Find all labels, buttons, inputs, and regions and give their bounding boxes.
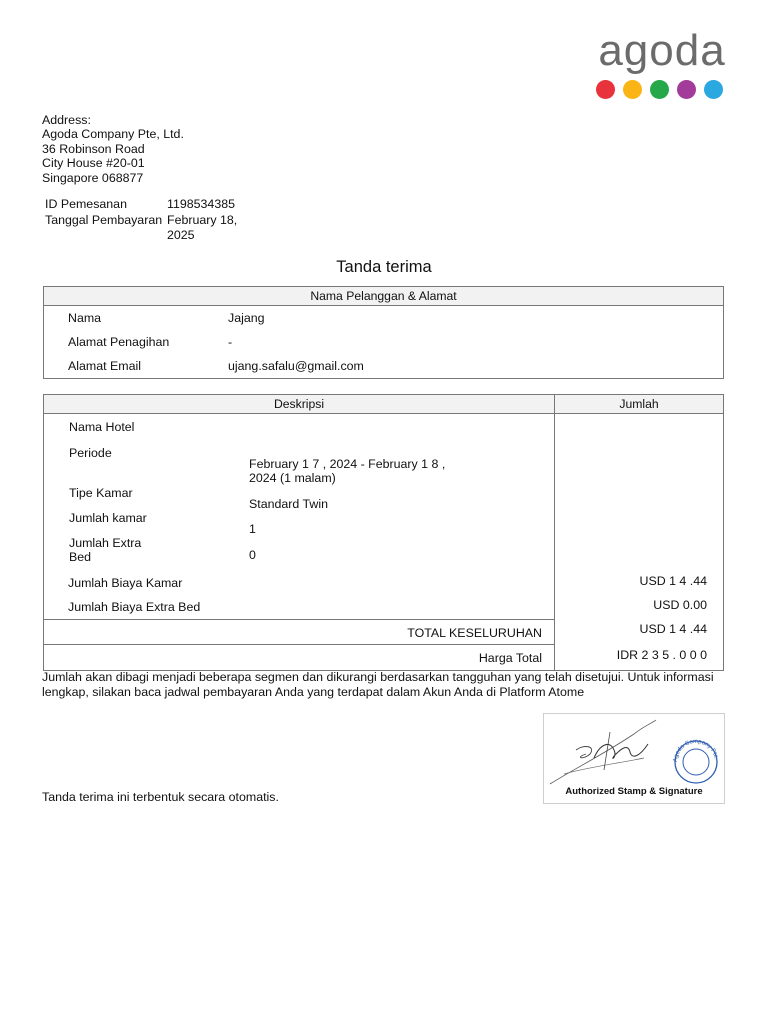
extra-bed-cost-value: USD 0.00 [653, 598, 707, 612]
auto-generated-note: Tanda terima ini terbentuk secara otomatis. [42, 790, 279, 804]
column-divider [554, 413, 555, 670]
customer-row-name [68, 311, 265, 325]
customer-row-billing [68, 335, 232, 349]
amount-header: Jumlah [555, 395, 723, 414]
booking-id-label: ID Pemesanan [45, 197, 127, 211]
payment-date-row [45, 213, 247, 242]
room-type-value: Standard Twin [249, 497, 328, 511]
company-address [42, 113, 184, 185]
agoda-logo [592, 26, 732, 102]
booking-id-row [45, 197, 247, 211]
customer-row-email [68, 359, 364, 373]
address-line: Agoda Company Pte, Ltd. [42, 127, 184, 142]
customer-label: Nama [68, 311, 102, 325]
customer-label: Alamat Email [68, 359, 141, 373]
payment-note: Jumlah akan dibagi menjadi beberapa segmen dan dikurangi berdasarkan tangguhan yang telah disetujui. Untuk informasi lengkap, silakan baca jadwal pembayaran Anda yang terdapat dalam Akun Anda di Platform Atome [42, 670, 714, 699]
description-box [43, 394, 724, 671]
logo-dot [650, 80, 669, 99]
period-label: Periode [69, 446, 112, 460]
room-cost-label: Jumlah Biaya Kamar [68, 576, 183, 590]
customer-header: Nama Pelanggan & Alamat [44, 287, 723, 306]
description-header: Deskripsi [44, 395, 555, 414]
seal-text: Agoda Company Pte. [672, 738, 719, 763]
grand-total-value: IDR 2 3 5 . 0 0 0 [616, 648, 707, 662]
customer-box [43, 286, 724, 379]
payment-date-label: Tanggal Pembayaran [45, 213, 163, 228]
logo-dot [596, 80, 615, 99]
booking-meta [45, 197, 247, 244]
logo-dot [677, 80, 696, 99]
address-label: Address: [42, 113, 91, 127]
room-cost-value: USD 1 4 .44 [639, 574, 707, 588]
room-type-label: Tipe Kamar [69, 486, 133, 500]
signature-graphic [544, 714, 724, 786]
hotel-label: Nama Hotel [69, 420, 135, 434]
total-divider [44, 619, 554, 620]
rooms-label: Jumlah kamar [69, 511, 147, 525]
customer-value: - [228, 335, 233, 349]
total-value: USD 1 4 .44 [639, 622, 707, 636]
address-line: 36 Robinson Road [42, 141, 145, 156]
grand-total-label: Harga Total [478, 651, 542, 665]
extra-bed-value: 0 [249, 548, 256, 562]
address-line: City House #20-01 [42, 156, 145, 171]
total-label: TOTAL KESELURUHAN [407, 626, 542, 640]
grand-divider [44, 644, 554, 645]
customer-value: Jajang [228, 311, 265, 325]
address-line: Singapore 068877 [42, 170, 144, 185]
receipt-title: Tanda terima [336, 258, 432, 276]
payment-date-value: February 18, 2025 [167, 213, 238, 242]
extra-bed-cost-label: Jumlah Biaya Extra Bed [68, 600, 201, 614]
logo-dot [623, 80, 642, 99]
logo-wordmark: agoda [598, 26, 726, 75]
extra-bed-label: Jumlah Extra Bed [69, 536, 142, 565]
logo-dots [596, 80, 723, 99]
customer-value: ujang.safalu@gmail.com [228, 359, 364, 373]
booking-id-value: 1198534385 [167, 197, 235, 211]
stamp-label: Authorized Stamp & Signature [565, 786, 703, 797]
logo-dot [704, 80, 723, 99]
period-value: February 1 7 , 2024 - February 1 8 , 2024 (1 malam) [249, 457, 446, 486]
authorized-stamp [543, 713, 725, 804]
customer-label: Alamat Penagihan [68, 335, 170, 349]
rooms-value: 1 [249, 522, 256, 536]
